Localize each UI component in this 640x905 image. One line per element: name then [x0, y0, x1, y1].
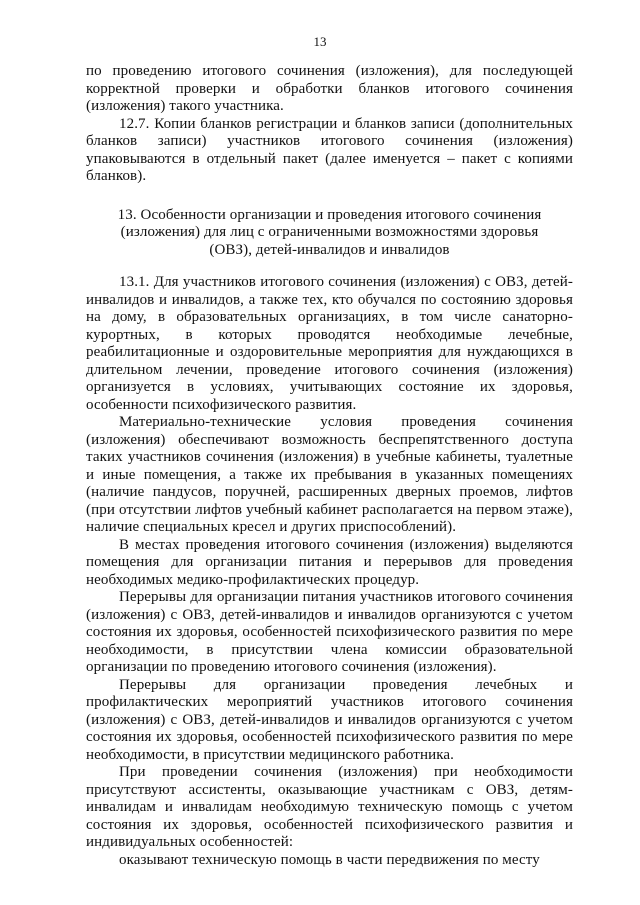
- paragraph-rooms: В местах проведения итогового сочинения (изложения) выделяются помещения для организации питания и перерывов для проведения необходимых медико-профилактических процедур.: [86, 536, 573, 588]
- paragraph-12-7: 12.7. Копии бланков регистрации и бланков записи (дополнительных бланков записи) участников итогового сочинения (изложения) упаковываются в отдельный пакет (далее именуется – пакет с копиями бланков).: [86, 115, 573, 184]
- paragraph-technical-help: оказывают техническую помощь в части передвижения по месту: [119, 851, 540, 868]
- paragraph-meal-breaks: Перерывы для организации питания участников итогового сочинения (изложения) с ОВЗ, детей-инвалидов и инвалидов организуются с учетом состояния их здоровья, особенностей психофизического развития по мере необходимости, в присутствии члена комиссии образовательной организации по проведению итогового сочинения (изложения).: [86, 589, 573, 675]
- paragraph-13-1: 13.1. Для участников итогового сочинения (изложения) с ОВЗ, детей-инвалидов и инвалидов, а также тех, кто обучался по состоянию здоровья на дому, в образовательных организациях, в том числе санаторно-курортных, в которых проводятся необходимые лечебные, реабилитационные и оздоровительные мероприятия для нуждающихся в длительном лечении, проведение итогового сочинения (изложения) организуется в условиях, учитывающих состояние их здоровья, особенности психофизического развития.: [86, 274, 573, 413]
- page-number: 13: [313, 34, 327, 49]
- paragraph-technical-conditions: Материально-технические условия проведения сочинения (изложения) обеспечивают возможность беспрепятственного доступа таких участников сочинения (изложения) в учебные кабинеты, туалетные и иные помещения, а также их пребывания в указанных помещениях (наличие пандусов, поручней, расширенных дверных проемов, лифтов (при отсутствии лифтов учебный кабинет располагается на первом этаже), наличие специальных кресел и других приспособлений).: [86, 414, 573, 535]
- paragraph-medical-breaks: Перерывы для организации проведения лечебных и профилактических мероприятий участников итогового сочинения (изложения) с ОВЗ, детей-инвалидов и инвалидов организуются с учетом состояния их здоровья, особенностей психофизического развития по мере необходимости, в присутствии медицинского работника.: [86, 676, 573, 763]
- document-body: [86, 63, 573, 869]
- section-heading-13: 13. Особенности организации и проведения итогового сочинения (изложения) для лиц с ограниченными возможностями здоровья (ОВЗ), детей-инвалидов и инвалидов: [117, 206, 542, 258]
- paragraph-continuation: по проведению итогового сочинения (изложения), для последующей корректной проверки и обработки бланков итогового сочинения (изложения) такого участника.: [86, 63, 573, 114]
- paragraph-assistants: При проведении сочинения (изложения) при необходимости присутствуют ассистенты, оказывающие участникам с ОВЗ, детям-инвалидам и инвалидам необходимую техническую помощь с учетом состояния их здоровья, особенностей психофизического развития и индивидуальных особенностей:: [86, 764, 573, 850]
